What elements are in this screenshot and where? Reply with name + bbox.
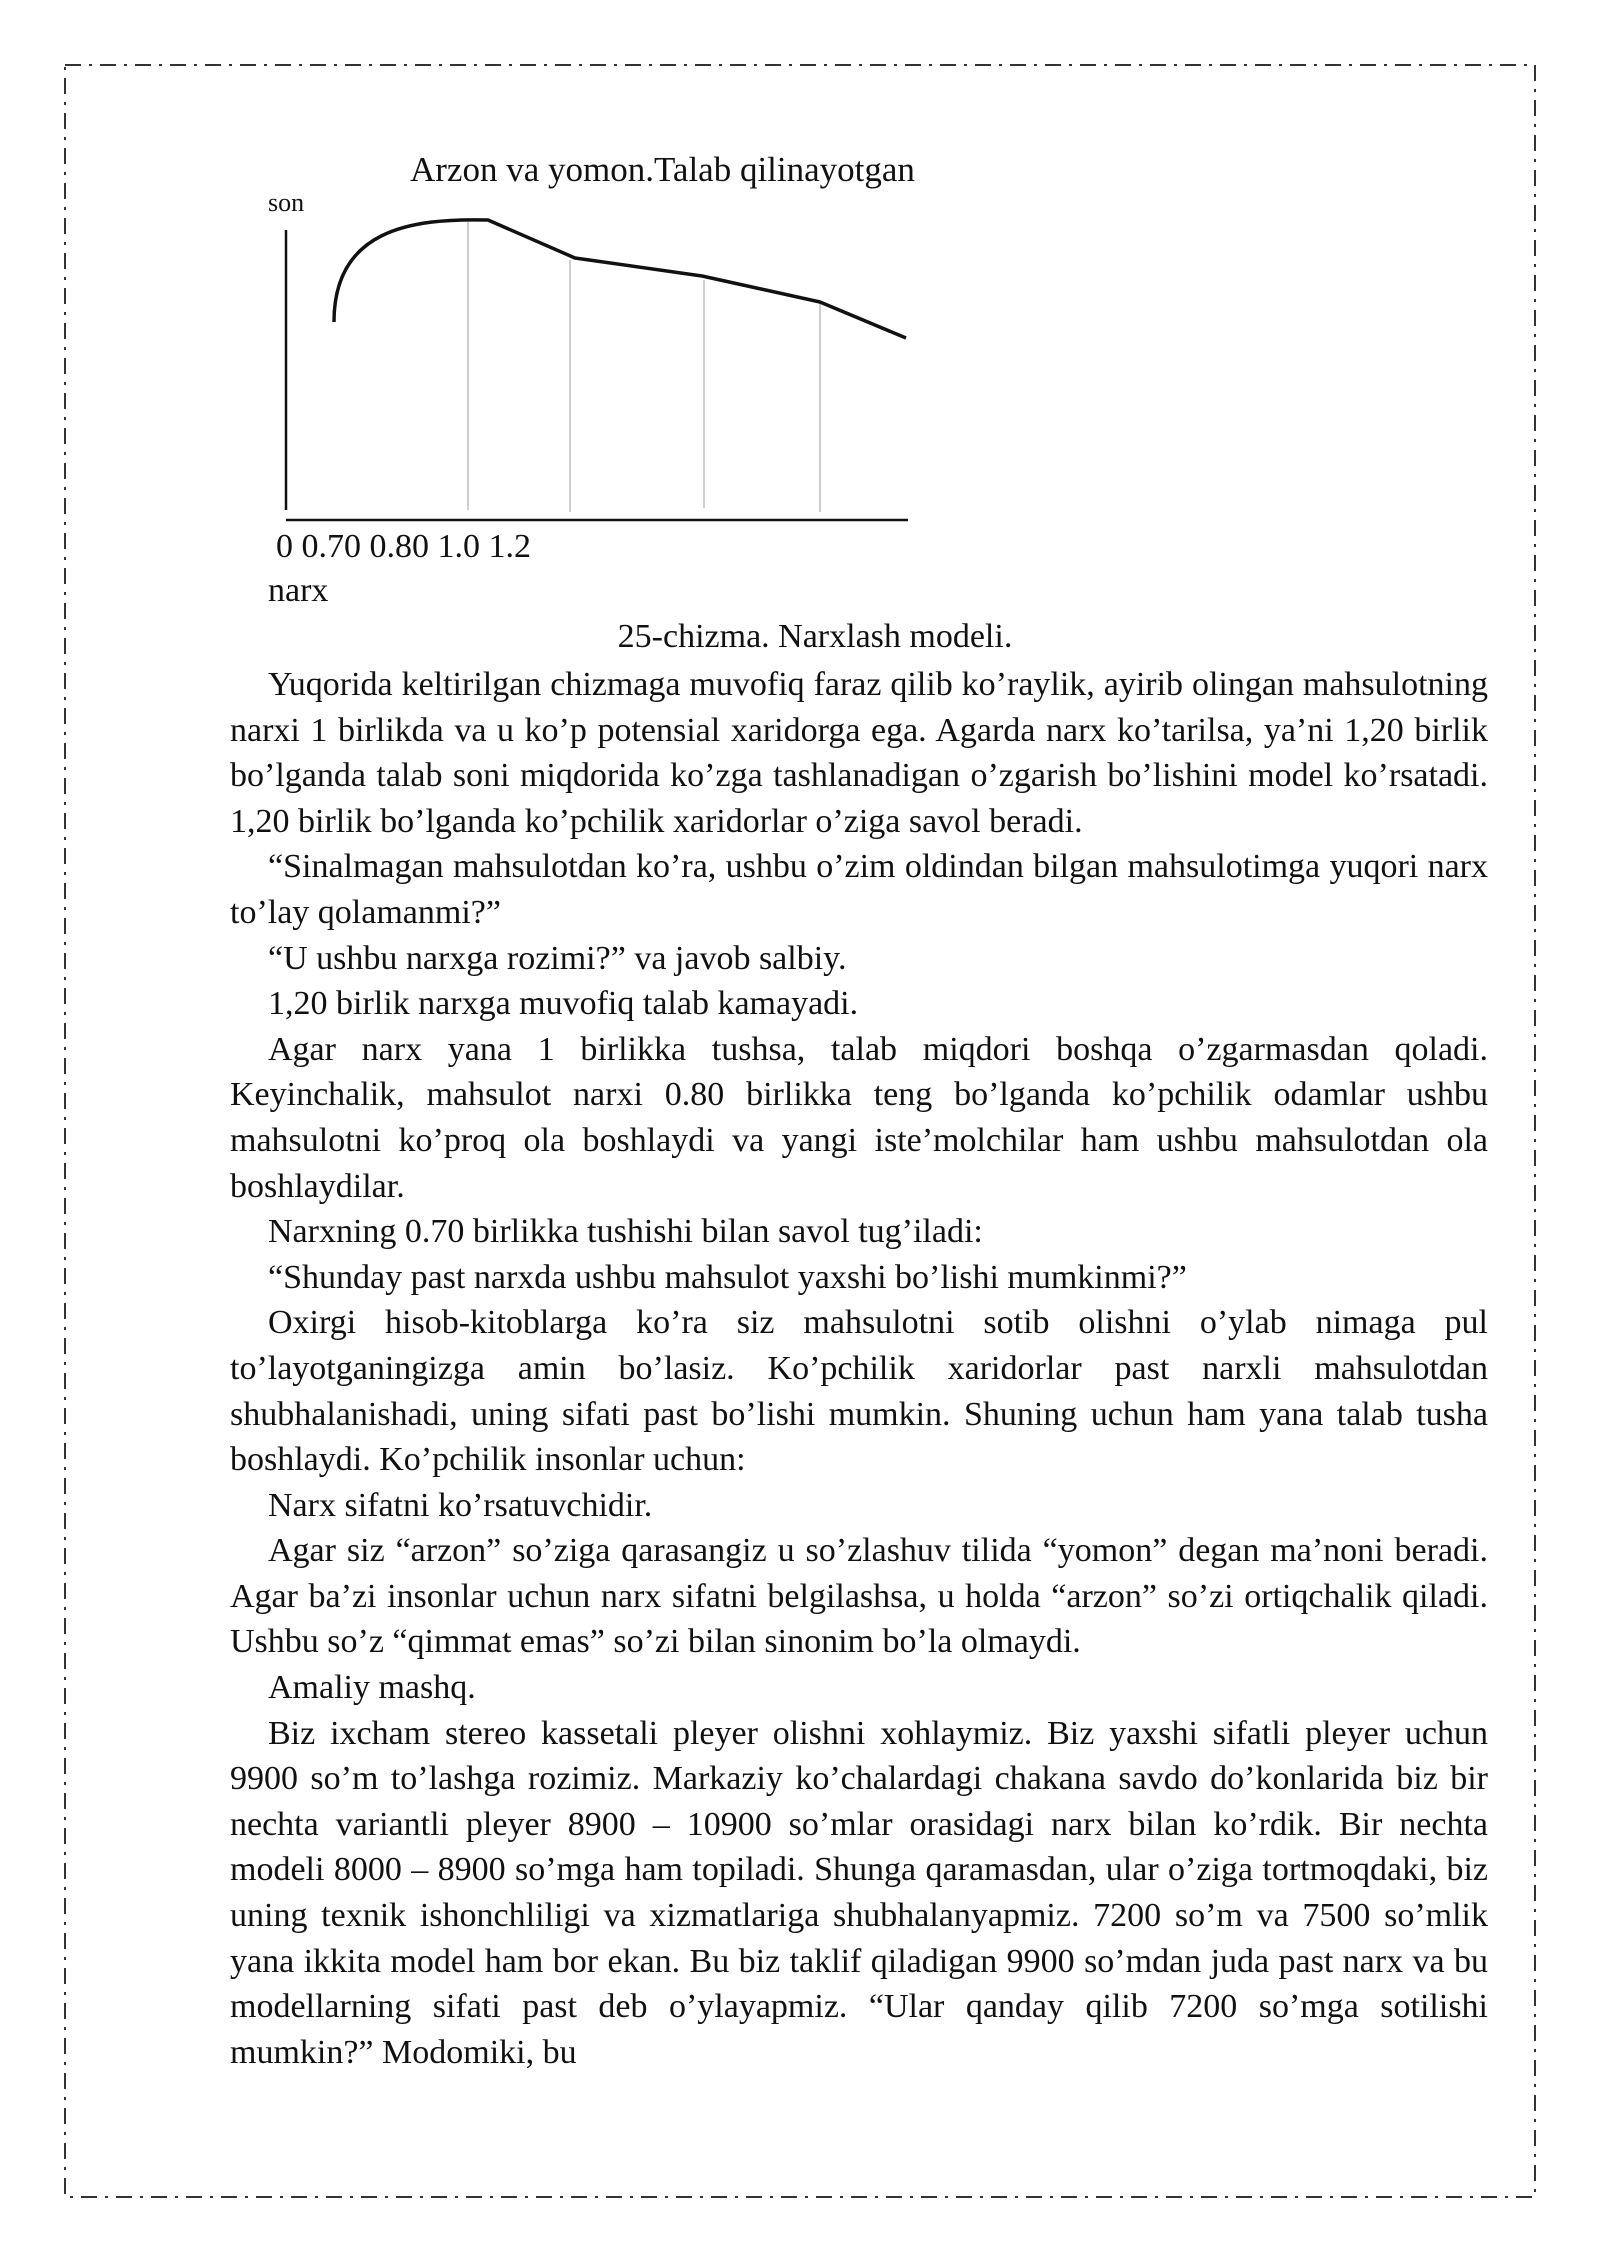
paragraph: “U ushbu narxga rozimi?” va javob salbiy. xyxy=(268,939,847,977)
figure-caption: 25-chizma. Narxlash modeli. xyxy=(617,618,1013,655)
paragraph: “Shunday past narxda ushbu mahsulot yaxshi bo’lishi mumkinmi?” xyxy=(268,1258,1187,1296)
paragraph: Agar siz “arzon” so’ziga qarasangiz u so’zlashuv tilida “yomon” degan ma’noni beradi. Agar ba’zi insonlar uchun narx sifatni belgilashsa, u holda “arzon” so’zi ortiqchalik qiladi. Ushbu so’z “qimmat emas” so’zi bilan sinonim bo’la olmaydi. xyxy=(230,1532,1488,1661)
y-axis-label: son xyxy=(268,188,305,217)
x-axis-tick-labels: 0 0.70 0.80 1.0 1.2 xyxy=(276,528,531,565)
pricing-curve-drawing xyxy=(260,150,980,530)
paragraph: Narx sifatni ko’rsatuvchidir. xyxy=(268,1486,653,1524)
paragraph: Yuqorida keltirilgan chizmaga muvofiq faraz qilib ko’raylik, ayirib olingan mahsulotning narxi 1 birlikda va u ko’p potensial xaridorga ega. Agarda narx ko’tarilsa, ya’ni 1,20 birlik bo’lganda talab soni miqdorida ko’zga tashlanadigan o’zgarish bo’lishini model ko’rsatadi. 1,20 birlik bo’lganda ko’pchilik xaridorlar o’ziga savol beradi. xyxy=(230,666,1488,840)
paragraph: Biz ixcham stereo kassetali pleyer olishni xohlaymiz. Biz yaxshi sifatli pleyer uchun 9900 so’m to’lashga rozimiz. Markaziy ko’chalardagi chakana savdo do’konlarida biz bir nechta variantli pleyer 8900 – 10900 so’mlar orasidagi narx bilan ko’rdik. Bir nechta modeli 8000 – 8900 so’mga ham topiladi. Shunga qaramasdan, ular o’ziga tortmoqdaki, biz uning texnik ishonchliligi va xizmatlariga shubhalanyapmiz. 7200 so’m va 7500 so’mlik yana ikkita model ham bor ekan. Bu biz taklif qiladigan 9900 so’mdan juda past narx va bu modellarning sifati past deb o’ylayapmiz. “Ular qanday qilib 7200 so’mga sotilishi mumkin?” Modomiki, bu xyxy=(230,1714,1488,2071)
paragraph: 1,20 birlik narxga muvofiq talab kamayadi. xyxy=(268,985,859,1023)
body-text xyxy=(230,662,1488,2075)
paragraph: “Sinalmagan mahsulotdan ko’ra, ushbu o’zim oldindan bilgan mahsulotimga yuqori narx to’lay qolamanmi?” xyxy=(230,848,1488,931)
paragraph: Amaliy mashq. xyxy=(268,1669,476,1707)
paragraph: Narxning 0.70 birlikka tushishi bilan savol tug’iladi: xyxy=(268,1213,983,1251)
figure-title: Arzon va yomon.Talab qilinayotgan xyxy=(410,150,915,189)
x-axis-label: narx xyxy=(268,572,329,609)
paragraph: Agar narx yana 1 birlikka tushsa, talab miqdori boshqa o’zgarmasdan qoladi. Keyinchalik, mahsulot narxi 0.80 birlikka teng bo’lganda ko’pchilik odamlar ushbu mahsulotni ko’proq ola boshlaydi va yangi iste’molchilar ham ushbu mahsulotdan ola boshlaydilar. xyxy=(230,1030,1488,1205)
paragraph: Oxirgi hisob-kitoblarga ko’ra siz mahsulotni sotib olishni o’ylab nimaga pul to’layotganingizga amin bo’lasiz. Ko’pchilik xaridorlar past narxli mahsulotdan shubhalanishadi, uning sifati past bo’lishi mumkin. Shuning uchun ham yana talab tusha boshlaydi. Ko’pchilik insonlar uchun: xyxy=(230,1304,1488,1479)
pricing-model-figure xyxy=(260,150,980,620)
